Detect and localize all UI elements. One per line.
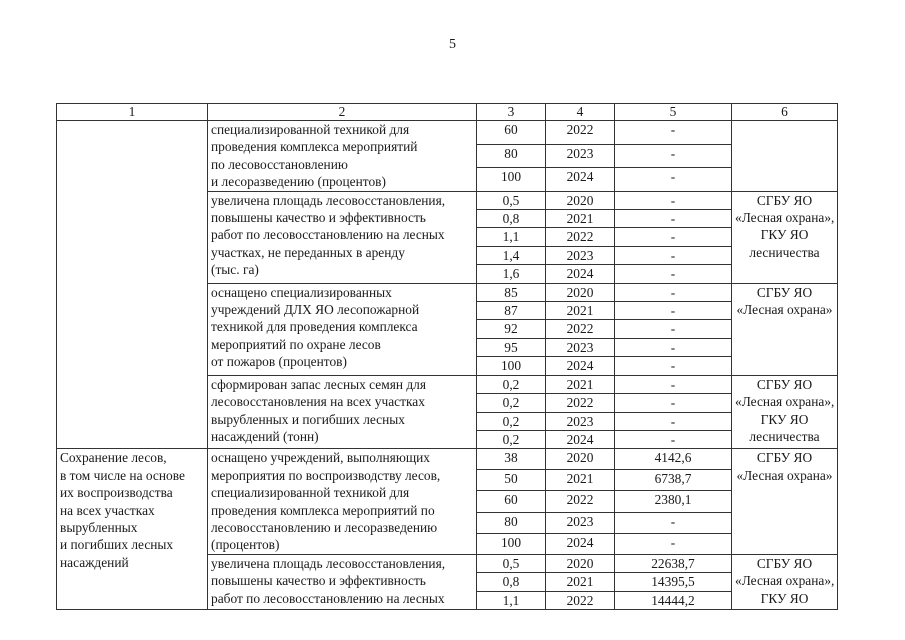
year-cell: 2022 <box>546 228 615 246</box>
target-value-cell: 0,8 <box>477 573 546 591</box>
direction-line: насаждений <box>60 554 129 570</box>
funding-cell: - <box>615 412 732 430</box>
funding-cell: - <box>615 246 732 264</box>
funding-cell: - <box>615 430 732 448</box>
target-value-cell: 0,2 <box>477 412 546 430</box>
executor-line: «Лесная охрана», <box>735 210 835 226</box>
indicator-line: работ по лесовосстановлению на лесных <box>211 590 445 606</box>
indicator-cell <box>208 121 477 192</box>
target-value-cell: 0,2 <box>477 394 546 412</box>
target-value-cell: 60 <box>477 491 546 512</box>
direction-line: вырубленных <box>60 519 138 535</box>
year-cell: 2022 <box>546 591 615 609</box>
year-cell: 2021 <box>546 302 615 320</box>
target-value-cell: 0,5 <box>477 191 546 209</box>
header-col-4: 4 <box>546 104 615 121</box>
executor-line: «Лесная охрана» <box>736 467 833 483</box>
executor-line: «Лесная охрана», <box>735 573 835 589</box>
executor-cell <box>732 554 838 609</box>
indicator-line: техникой для проведения комплекса <box>211 319 418 335</box>
funding-cell: - <box>615 144 732 168</box>
table-row <box>57 449 838 470</box>
header-col-1: 1 <box>57 104 208 121</box>
indicator-line: лесовосстановления на всех участках <box>211 394 425 410</box>
table-body <box>57 121 838 610</box>
executor-line: лесничества <box>749 244 820 260</box>
funding-cell: - <box>615 512 732 533</box>
executor-line: ГКУ ЯО <box>760 411 809 427</box>
indicator-line: увеличена площадь лесовосстановления, <box>211 555 446 571</box>
year-cell: 2020 <box>546 283 615 301</box>
indicator-line: от пожаров (процентов) <box>211 354 347 370</box>
executor-line: СГБУ ЯО <box>756 376 813 392</box>
indicator-line: лесовосстановлению и лесоразведению <box>211 519 438 535</box>
funding-cell: - <box>615 228 732 246</box>
year-cell: 2021 <box>546 470 615 491</box>
target-value-cell: 1,1 <box>477 591 546 609</box>
executor-cell <box>732 375 838 449</box>
indicator-line: насаждений (тонн) <box>211 428 319 444</box>
funding-cell: - <box>615 302 732 320</box>
year-cell: 2021 <box>546 210 615 228</box>
header-col-2: 2 <box>208 104 477 121</box>
direction-line: на всех участках <box>60 502 155 518</box>
executor-cell <box>732 121 838 192</box>
year-cell: 2022 <box>546 491 615 512</box>
funding-cell: 22638,7 <box>615 554 732 572</box>
year-cell: 2023 <box>546 338 615 356</box>
direction-line: их воспроизводства <box>60 485 173 501</box>
year-cell: 2021 <box>546 573 615 591</box>
indicator-cell <box>208 283 477 375</box>
funding-cell: - <box>615 357 732 375</box>
year-cell: 2021 <box>546 375 615 393</box>
indicator-line: специализированной техникой для <box>211 485 410 501</box>
program-indicators-table <box>56 103 838 610</box>
target-value-cell: 100 <box>477 533 546 554</box>
funding-cell: - <box>615 168 732 192</box>
year-cell: 2020 <box>546 191 615 209</box>
target-value-cell: 60 <box>477 121 546 145</box>
executor-cell <box>732 449 838 554</box>
direction-cell <box>57 449 208 610</box>
year-cell: 2020 <box>546 554 615 572</box>
funding-cell: - <box>615 533 732 554</box>
target-value-cell: 80 <box>477 144 546 168</box>
executor-line: «Лесная охрана», <box>735 394 835 410</box>
indicator-line: мероприятия по воспроизводству лесов, <box>211 467 441 483</box>
table-row <box>57 121 838 145</box>
indicator-line: по лесовосстановлению <box>211 156 348 172</box>
indicator-line: вырубленных и погибших лесных <box>211 411 405 427</box>
target-value-cell: 100 <box>477 357 546 375</box>
target-value-cell: 38 <box>477 449 546 470</box>
indicator-line: повышены качество и эффективность <box>211 210 426 226</box>
target-value-cell: 1,4 <box>477 246 546 264</box>
target-value-cell: 1,6 <box>477 265 546 283</box>
funding-cell: - <box>615 191 732 209</box>
executor-cell <box>732 191 838 283</box>
target-value-cell: 100 <box>477 168 546 192</box>
executor-line: лесничества <box>749 428 820 444</box>
executor-line: СГБУ ЯО <box>756 284 813 300</box>
indicator-line: оснащено специализированных <box>211 284 392 300</box>
indicator-line: увеличена площадь лесовосстановления, <box>211 192 446 208</box>
executor-cell <box>732 283 838 375</box>
indicator-line: работ по лесовосстановлению на лесных <box>211 227 445 243</box>
indicator-line: оснащено учреждений, выполняющих <box>211 450 431 466</box>
executor-line: ГКУ ЯО <box>760 590 809 606</box>
target-value-cell: 87 <box>477 302 546 320</box>
target-value-cell: 0,2 <box>477 375 546 393</box>
executor-line: «Лесная охрана» <box>736 302 833 318</box>
funding-cell: 2380,1 <box>615 491 732 512</box>
funding-cell: - <box>615 375 732 393</box>
year-cell: 2022 <box>546 394 615 412</box>
target-value-cell: 80 <box>477 512 546 533</box>
funding-cell: 6738,7 <box>615 470 732 491</box>
header-row <box>57 104 838 121</box>
indicator-cell <box>208 449 477 554</box>
year-cell: 2023 <box>546 512 615 533</box>
year-cell: 2024 <box>546 168 615 192</box>
indicator-line: проведения комплекса мероприятий <box>211 139 418 155</box>
year-cell: 2024 <box>546 265 615 283</box>
direction-cell-empty <box>57 121 208 449</box>
header-col-5: 5 <box>615 104 732 121</box>
year-cell: 2023 <box>546 246 615 264</box>
indicator-cell <box>208 375 477 449</box>
indicator-line: специализированной техникой для <box>211 122 410 137</box>
indicator-line: мероприятий по охране лесов <box>211 336 381 352</box>
funding-cell: 14444,2 <box>615 591 732 609</box>
target-value-cell: 0,2 <box>477 430 546 448</box>
target-value-cell: 0,8 <box>477 210 546 228</box>
target-value-cell: 92 <box>477 320 546 338</box>
indicator-line: сформирован запас лесных семян для <box>211 376 427 392</box>
executor-line: СГБУ ЯО <box>756 450 813 466</box>
executor-line: СГБУ ЯО <box>756 555 813 571</box>
funding-cell: - <box>615 283 732 301</box>
funding-cell: - <box>615 265 732 283</box>
indicator-line: учреждений ДЛХ ЯО лесопожарной <box>211 302 420 318</box>
year-cell: 2024 <box>546 430 615 448</box>
target-value-cell: 1,1 <box>477 228 546 246</box>
target-value-cell: 50 <box>477 470 546 491</box>
funding-cell: - <box>615 121 732 145</box>
target-value-cell: 85 <box>477 283 546 301</box>
direction-line: и погибших лесных <box>60 537 174 553</box>
funding-cell: 14395,5 <box>615 573 732 591</box>
year-cell: 2022 <box>546 320 615 338</box>
funding-cell: - <box>615 394 732 412</box>
indicator-cell <box>208 191 477 283</box>
year-cell: 2022 <box>546 121 615 145</box>
direction-line: Сохранение лесов, <box>60 450 167 466</box>
year-cell: 2020 <box>546 449 615 470</box>
indicator-line: и лесоразведению (процентов) <box>211 174 386 190</box>
indicator-cell <box>208 554 477 609</box>
target-value-cell: 95 <box>477 338 546 356</box>
header-col-3: 3 <box>477 104 546 121</box>
indicator-line: участках, не переданных в аренду <box>211 244 405 260</box>
year-cell: 2024 <box>546 533 615 554</box>
direction-line: в том числе на основе <box>60 467 185 483</box>
indicator-line: проведения комплекса мероприятий по <box>211 502 435 518</box>
funding-cell: - <box>615 320 732 338</box>
indicator-line: (процентов) <box>211 537 280 553</box>
page-number: 5 <box>449 37 456 52</box>
executor-line: ГКУ ЯО <box>760 227 809 243</box>
executor-line: СГБУ ЯО <box>756 192 813 208</box>
funding-cell: 4142,6 <box>615 449 732 470</box>
target-value-cell: 0,5 <box>477 554 546 572</box>
funding-cell: - <box>615 210 732 228</box>
year-cell: 2023 <box>546 144 615 168</box>
year-cell: 2023 <box>546 412 615 430</box>
indicator-line: (тыс. га) <box>211 262 259 278</box>
header-col-6: 6 <box>732 104 838 121</box>
indicator-line: повышены качество и эффективность <box>211 573 426 589</box>
funding-cell: - <box>615 338 732 356</box>
year-cell: 2024 <box>546 357 615 375</box>
